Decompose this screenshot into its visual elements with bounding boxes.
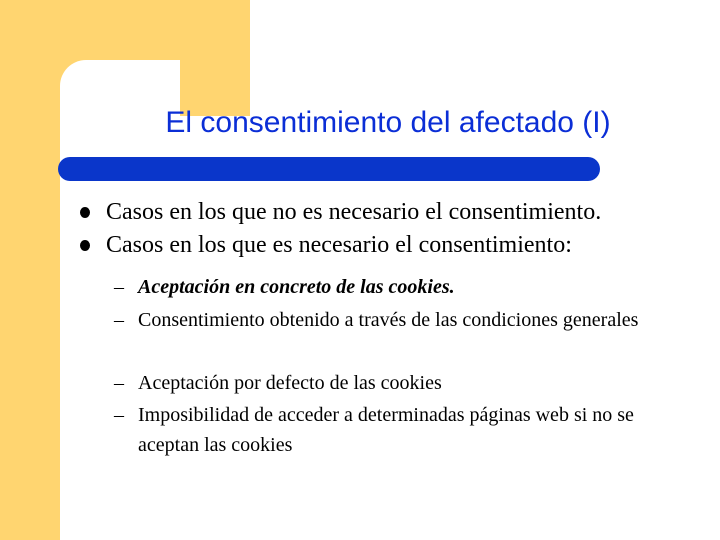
sub-bullet-text: Imposibilidad de acceder a determinadas páginas web si no se aceptan las cookies	[138, 404, 634, 456]
slide-title: El consentimiento del afectado (I)	[165, 106, 611, 139]
dash-icon: –	[114, 276, 124, 298]
dash-icon: –	[114, 372, 124, 394]
sub-bullet-text: Consentimiento obtenido a través de las condiciones generales	[138, 309, 639, 331]
bullet-text: Casos en los que es necesario el consentimiento:	[106, 232, 572, 258]
dash-icon: –	[114, 404, 124, 426]
bullet-dot-icon	[80, 207, 90, 218]
sub-bullet-text: Aceptación por defecto de las cookies	[138, 372, 442, 394]
sub-bullet-text: Aceptación en concreto de las cookies.	[138, 276, 455, 298]
dash-icon: –	[114, 309, 124, 331]
bullet-dot-icon	[80, 240, 90, 251]
bullet-text: Casos en los que no es necesario el consentimiento.	[106, 199, 602, 225]
